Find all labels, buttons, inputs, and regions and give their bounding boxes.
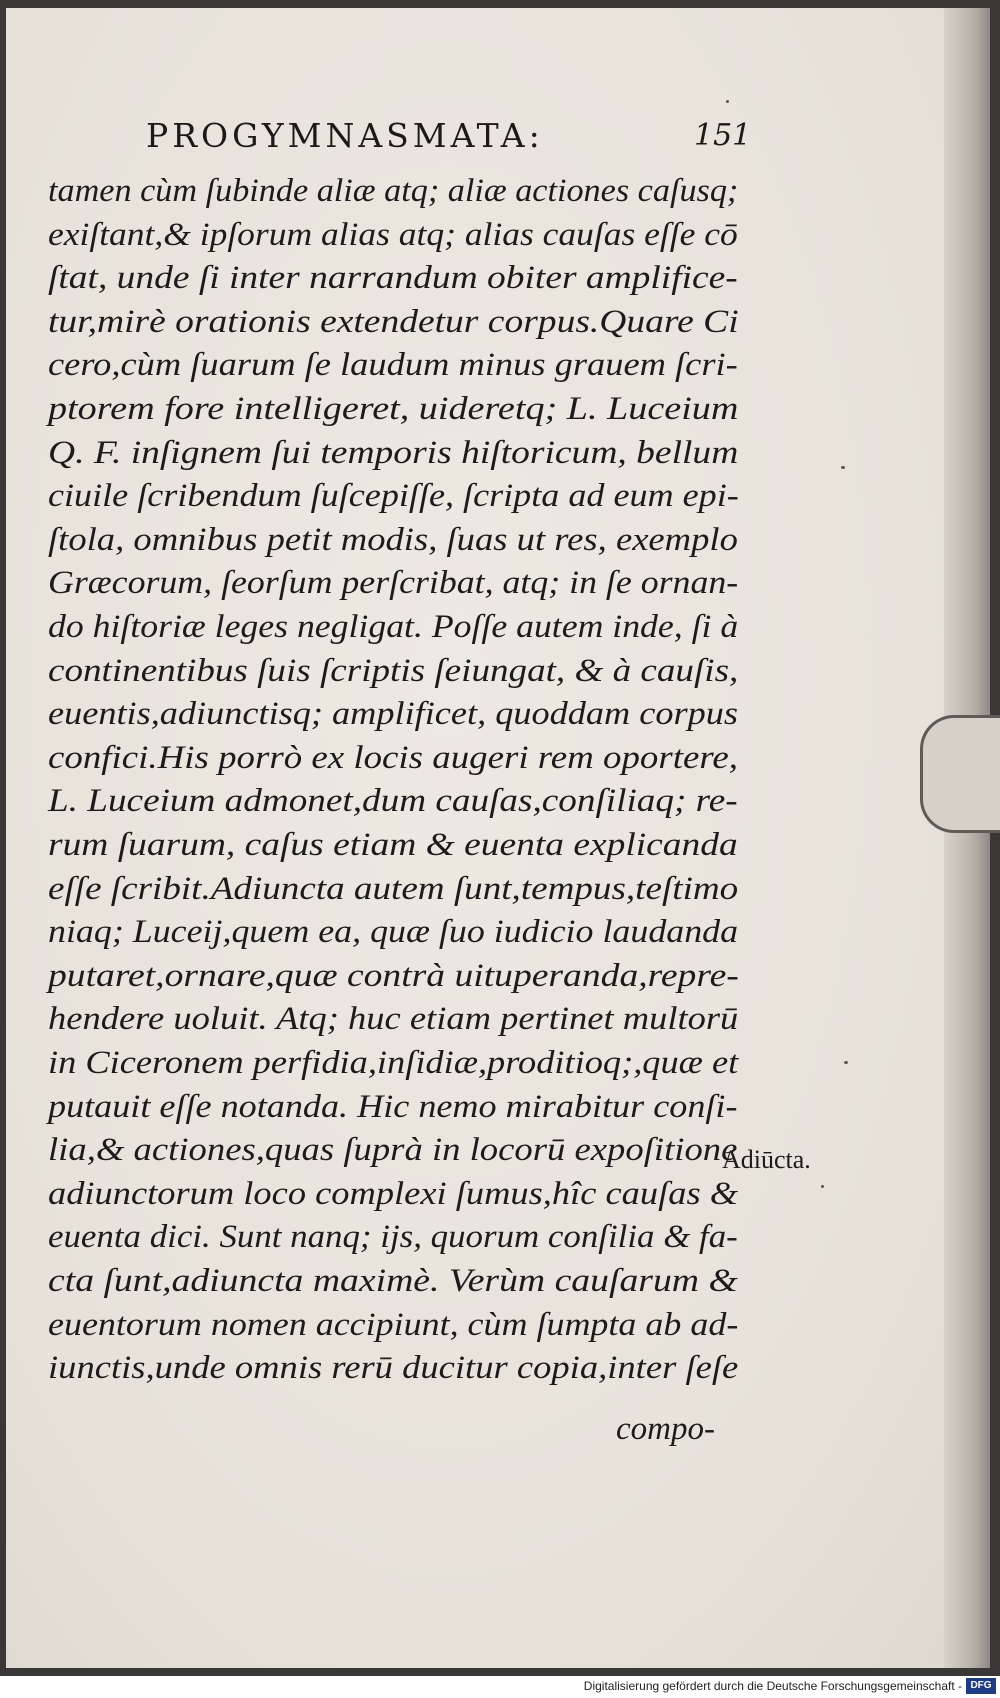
text-line: Græcorum, ſeorſum perſcribat, atq; in ſe ornan- <box>48 565 739 602</box>
page-gutter <box>944 8 990 1668</box>
text-line: ptorem fore intelligeret, uideretq; L. Luceium <box>48 391 739 427</box>
text-line: niaq; Luceij,quem ea, quæ ſuo iudicio laudanda <box>48 914 739 951</box>
marginal-note: Adiūcta. <box>722 1145 811 1174</box>
text-line: L. Luceium admonet,dum cauſas,conſiliaq; re- <box>48 783 738 820</box>
page-header <box>146 116 752 156</box>
text-line: Q. F. inſignem ſui temporis hiſtoricum, bellum <box>48 434 739 471</box>
text-line: ſtat, unde ſi inter narrandum obiter amplifice- <box>48 260 738 297</box>
paper-speck <box>821 1185 824 1188</box>
catchword: compo- <box>616 1411 715 1447</box>
book-page <box>6 8 990 1668</box>
text-line: tamen cùm ſubinde aliæ atq; aliæ actiones caſusq; <box>48 173 739 209</box>
text-line: continentibus ſuis ſcriptis ſeiungat, & à cauſis, <box>48 652 739 689</box>
text-line: rum ſuarum, caſus etiam & euenta explicanda <box>48 827 738 863</box>
text-line: ſtola, omnibus petit modis, ſuas ut res, exemplo <box>48 521 738 558</box>
text-line: putauit eſſe notanda. Hic nemo mirabitur conſi- <box>48 1088 738 1125</box>
footer <box>0 1676 1000 1698</box>
text-line: adiunctorum loco complexi ſumus,hîc cauſas & <box>48 1175 739 1212</box>
text-line: iunctis,unde omnis rerū ducitur copia,inter ſeſe <box>48 1350 739 1387</box>
page-number: 151 <box>694 118 752 153</box>
text-line: hendere uoluit. Atq; huc etiam pertinet multorū <box>48 1001 739 1038</box>
text-line: exiſtant,& ipſorum alias atq; alias cauſas eſſe cō <box>48 216 738 253</box>
text-line: euentis,adiunctisq; amplificet, quoddam corpus <box>48 696 739 733</box>
text-line: do hiſtoriæ leges negligat. Poſſe autem inde, ſi à <box>48 609 739 645</box>
text-line: euentorum nomen accipiunt, cùm ſumpta ab ad- <box>48 1306 739 1343</box>
paper-speck <box>726 100 729 103</box>
text-line: tur,mirè orationis extendetur corpus.Quare Ci <box>48 303 739 340</box>
text-line: cta ſunt,adiuncta maximè. Verùm cauſarum & <box>48 1263 738 1299</box>
text-line: ciuile ſcribendum ſuſcepiſſe, ſcripta ad eum epi- <box>48 478 739 515</box>
running-head: PROGYMNASMATA: <box>146 116 544 155</box>
text-line: lia,& actiones,quas ſuprà in locorū expoſitione <box>48 1132 738 1169</box>
dfg-logo: DFG <box>966 1678 996 1694</box>
page-clip-tab <box>920 715 1000 833</box>
text-line: euenta dici. Sunt nanq; ijs, quorum conſilia & fa- <box>48 1219 738 1256</box>
text-line: in Ciceronem perfidia,inſidiæ,proditioq;,quæ et <box>48 1045 739 1081</box>
text-line: eſſe ſcribit.Adiuncta autem ſunt,tempus,teſtimo <box>48 870 739 907</box>
footer-credit: Digitalisierung gefördert durch die Deutsche Forschungsgemeinschaft - <box>583 1679 962 1693</box>
paper-speck <box>841 466 845 469</box>
text-line: cero,cùm ſuarum ſe laudum minus grauem ſcri- <box>48 347 738 384</box>
paper-speck <box>844 1061 848 1064</box>
text-line: putaret,ornare,quæ contrà uituperanda,repre- <box>48 957 739 994</box>
text-line: confici.His porrò ex locis augeri rem oportere, <box>48 739 738 776</box>
